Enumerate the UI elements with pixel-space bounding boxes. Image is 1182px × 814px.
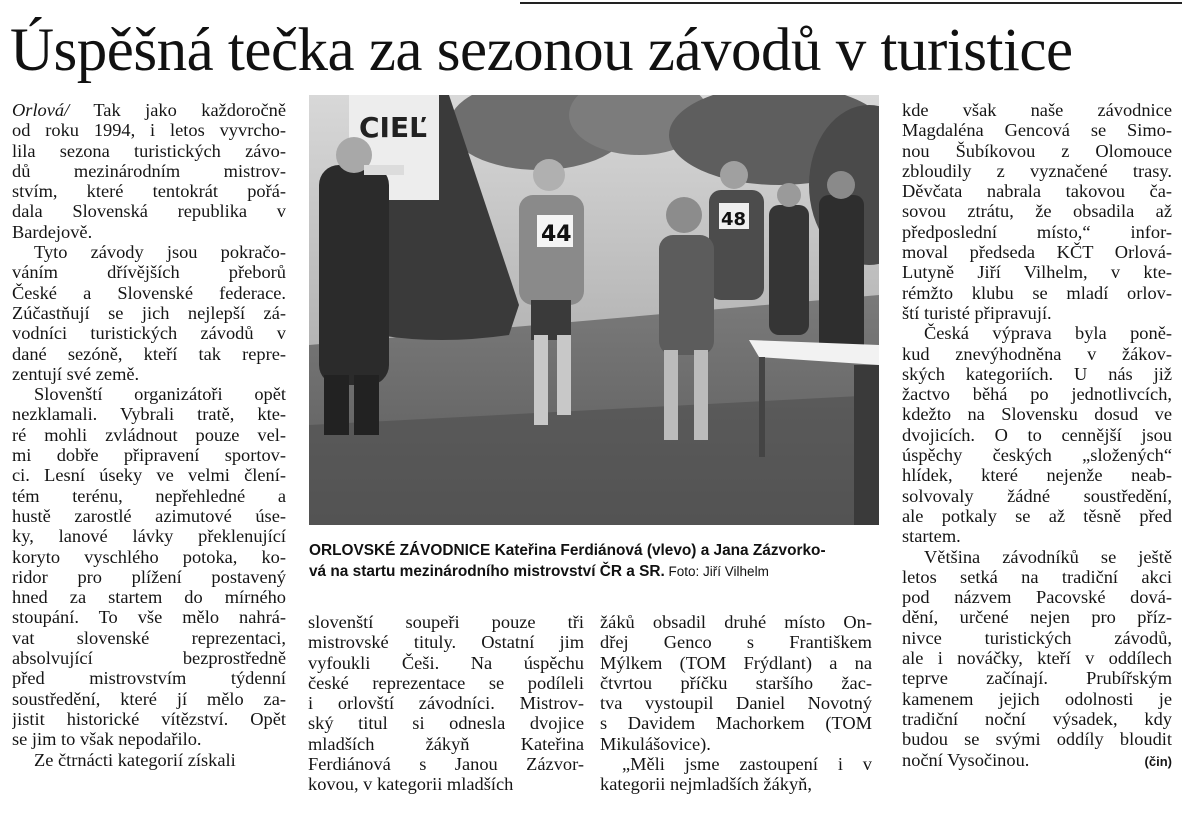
text-line: mistrovské tituly. Ostatní jim [308, 632, 584, 653]
text-line: ale i nováčky, kteří v oddílech [902, 648, 1172, 669]
text-line-rest: Tak jako každoročně [69, 100, 286, 120]
text-line: Česká výprava byla poně- [924, 323, 1172, 344]
text-line: Bardejově. [12, 221, 93, 242]
text-line: soustředění, které jí mělo za- [12, 688, 286, 709]
text-line: Mikulášovice). [600, 733, 711, 754]
article-column-4 [902, 100, 1172, 772]
caption-text-line2: vá na startu mezinárodního mistrovství ČR a SR. [309, 563, 665, 580]
page-title: Úspěšná tečka za sezonou závodů v turistice [10, 17, 1073, 84]
text-line: tém terénu, nepřehledné a [12, 485, 286, 506]
text-line: ci. Lesní úseky ve velmi člení- [12, 465, 286, 486]
text-line: žactvo běhá po jednotlivcích, [902, 384, 1172, 405]
text-line: hlídek, které nejenže neab- [902, 465, 1172, 486]
text-line: mi dobře připravení sportov- [12, 445, 286, 466]
text-line: se jim to však nepodařilo. [12, 729, 202, 750]
text-line: předposlední místo,“ infor- [902, 221, 1172, 242]
text-line: stoupání. To vše mělo nahrá- [12, 607, 286, 628]
text-line: hustě zarostlé azimutové úse- [12, 505, 286, 526]
text-line: tva vystoupil Daniel Novotný [600, 693, 872, 714]
text-line: budou se svými oddíly bloudit [902, 729, 1172, 750]
text-line: čtvrtou příčku staršího žac- [600, 672, 872, 693]
text-line: hned za startem do mírného [12, 587, 286, 608]
text-line: teprve začínají. Prubířským [902, 668, 1172, 689]
text-line: sovou ztrátu, že obsadila až [902, 201, 1172, 222]
dateline: Orlová/ [12, 100, 70, 120]
text-line: „Měli jsme zastoupení i v [622, 754, 872, 775]
text-line: dané sezóně, kteří tak repre- [12, 343, 286, 364]
text-line: slovenští soupeři pouze tři [308, 612, 584, 632]
text-line: absolvující bezprostředně [12, 648, 286, 669]
text-line: solvovaly žádné soustředění, [902, 485, 1172, 506]
text-line: vyfoukli Češi. Na úspěchu [308, 652, 584, 673]
text-line: Většina závodníků se ještě [924, 546, 1172, 567]
text-line: žáků obsadil druhé místo On- [600, 612, 872, 632]
text-line: Tyto závody jsou pokračo- [34, 242, 286, 263]
text-line: nezklamali. Vybrali tratě, kte- [12, 404, 286, 425]
text-line: noční Vysočinou. (čin) [902, 750, 1172, 772]
text-line: stvím, které tentokrát pořá- [12, 181, 286, 202]
text-line: mladších žákyň Kateřina [308, 733, 584, 754]
top-rule [0, 0, 1182, 6]
caption-text: Kateřina Ferdiánová (vlevo) a Jana Zázvorko- [490, 542, 826, 559]
article-column-1 [12, 100, 286, 770]
text-line: Mýlkem (TOM Frýdlant) a na [600, 652, 872, 673]
text-line: pod názvem Pacovské dová- [902, 587, 1172, 608]
text-line: ridor pro plížení postavený [12, 566, 286, 587]
text-line: od roku 1994, i letos vyvrcho- [12, 120, 286, 141]
photo-caption [309, 540, 884, 582]
text-line: kovou, v kategorii mladších [308, 774, 514, 795]
text-line: ský titul si odnesla dvojice [308, 713, 584, 734]
text-line: moval předseda KČT Orlová- [902, 242, 1172, 263]
text-line: startem. [902, 526, 961, 547]
text-line: dřej Genco s Františkem [600, 632, 872, 653]
bib-number-left: 44 [541, 222, 572, 247]
text-line: zentují své země. [12, 363, 140, 384]
text-line: tradiční noční výsadek, kdy [902, 708, 1172, 729]
text-line: kamenem jejich odolnosti je [902, 688, 1172, 709]
text-line: dění, určené nejen pro příz- [902, 607, 1172, 628]
text-line: ských kategoriích. U nás již [902, 363, 1172, 384]
text-line: rémžto klubu se mladí orlov- [902, 282, 1172, 303]
article-column-2 [308, 612, 584, 795]
text-line: nou Šubíkovou z Olomouce [902, 140, 1172, 161]
text-line: Lutyně Jiří Vilhelm, v kte- [902, 262, 1172, 283]
text-line: kde však naše závodnice [902, 100, 1172, 120]
text-line: před mistrovstvím týdenní [12, 668, 286, 689]
author-signature: (čin) [1144, 753, 1172, 769]
text-line: ale potkaly se až těsně před [902, 505, 1172, 526]
banner-text: CIEĽ [359, 111, 427, 144]
text-line: zbloudily z vyznačené trasy. [902, 160, 1172, 181]
text-line: Zúčastňují se jich nejlepší zá- [12, 302, 286, 323]
text-line: kdežto na Slovensku dosud ve [902, 404, 1172, 425]
text-line: kategorii nejmladších žákyň, [600, 774, 812, 795]
text-line: i orlovští závodníci. Mistrov- [308, 693, 584, 714]
text-line: letos setká na tradiční akci [902, 566, 1172, 587]
bib-number-right: 48 [721, 209, 747, 230]
text-line: nivce turistických závodů, [902, 627, 1172, 648]
photo-credit: Foto: Jiří Vilhelm [664, 564, 769, 579]
text-line: České a Slovenské federace. [12, 282, 286, 303]
text-line: s Davidem Machorkem (TOM [600, 713, 872, 734]
photo-illustration [309, 95, 879, 525]
text-line: ky, lanové lávky překlenující [12, 526, 286, 547]
text-line: jistit historické vítězství. Opět [12, 708, 286, 729]
text-line: dala Slovenská republika v [12, 201, 286, 222]
text-line: Ze čtrnácti kategorií získali [34, 749, 236, 770]
article-photo [309, 95, 879, 525]
text-line: úspěchy českých „složených“ [902, 445, 1172, 466]
text-line: vodníci turistických závodů v [12, 323, 286, 344]
text-line: vat slovenské reprezentaci, [12, 627, 286, 648]
text-line: Magdaléna Gencová se Simo- [902, 120, 1172, 141]
text-line: koryto vyschlého potoka, ko- [12, 546, 286, 567]
text-line: váním dřívějších přeborů [12, 262, 286, 283]
text-line: Slovenští organizátoři opět [34, 384, 286, 405]
text-line: Děvčata nabrala takovou ča- [902, 181, 1172, 202]
text-line: Ferdiánová s Janou Zázvor- [308, 754, 584, 775]
text-line: lila sezona turistických závo- [12, 140, 286, 161]
text-line: ré mohli zvládnout pouze vel- [12, 424, 286, 445]
caption-lead: ORLOVSKÉ ZÁVODNICE [309, 542, 491, 559]
text-line: kud znevýhodněna v žákov- [902, 343, 1172, 364]
text-line: české reprezentace se podíleli [308, 672, 584, 693]
article-column-3 [600, 612, 872, 795]
text-line [12, 100, 286, 120]
text-line: dů mezinárodním mistrov- [12, 160, 286, 181]
text-line: dvojicích. O to cennější jsou [902, 424, 1172, 445]
text-line: ští turisté připravují. [902, 302, 1052, 323]
